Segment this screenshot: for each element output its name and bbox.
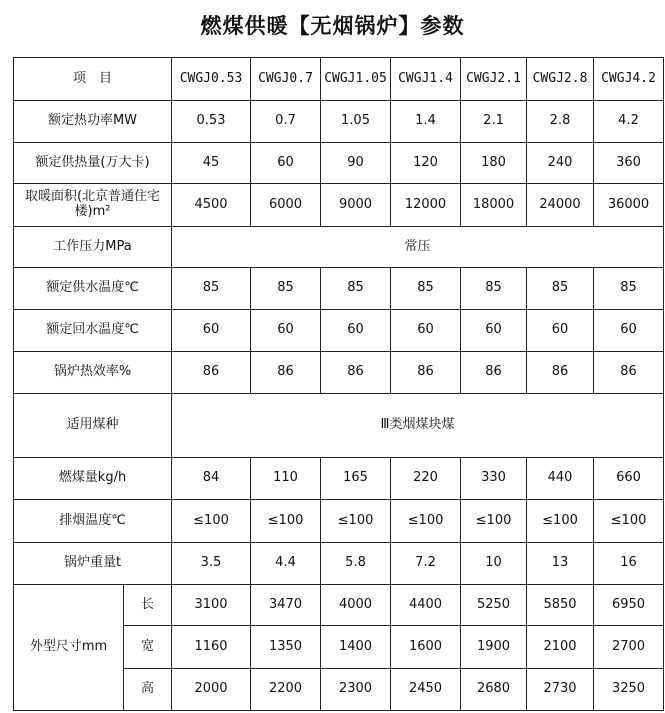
page-title: 燃煤供暖【无烟锅炉】参数 — [200, 14, 465, 38]
row-label: 取暖面积(北京普通住宅楼)m² — [14, 184, 172, 227]
table-cell: 4400 — [391, 585, 461, 626]
table-cell: 165 — [321, 458, 391, 500]
table-cell: 3100 — [172, 585, 251, 626]
table-cell: 18000 — [461, 184, 527, 227]
header-item-label: 项 目 — [14, 58, 172, 101]
table-row — [14, 585, 664, 626]
row-label: 排烟温度℃ — [14, 500, 172, 543]
table-cell: ≤100 — [321, 500, 391, 543]
table-cell: 2300 — [321, 669, 391, 711]
table-cell: 86 — [594, 352, 664, 394]
table-cell: 2700 — [594, 626, 664, 669]
table-row — [14, 458, 664, 500]
table-row — [14, 394, 664, 458]
dimension-label: 外型尺寸mm — [14, 585, 124, 711]
table-cell: 12000 — [391, 184, 461, 227]
table-cell: 120 — [391, 143, 461, 184]
table-cell: 4.4 — [251, 543, 321, 585]
table-cell: 330 — [461, 458, 527, 500]
dimension-sub-label: 长 — [124, 585, 172, 626]
table-cell: 85 — [321, 268, 391, 310]
table-cell: 1350 — [251, 626, 321, 669]
table-cell: 85 — [391, 268, 461, 310]
row-label: 额定回水温度℃ — [14, 310, 172, 352]
table-cell: 60 — [251, 143, 321, 184]
table-cell: 36000 — [594, 184, 664, 227]
table-cell: 3250 — [594, 669, 664, 711]
table-row — [14, 543, 664, 585]
row-label: 额定热功率MW — [14, 101, 172, 143]
table-cell: 0.53 — [172, 101, 251, 143]
table-cell: 45 — [172, 143, 251, 184]
model-header: CWGJ0.7 — [251, 58, 321, 101]
table-cell: 2200 — [251, 669, 321, 711]
table-cell: 86 — [461, 352, 527, 394]
table-cell: 440 — [527, 458, 594, 500]
model-header: CWGJ4.2 — [594, 58, 664, 101]
table-cell: 60 — [251, 310, 321, 352]
table-cell: 86 — [321, 352, 391, 394]
header-row — [14, 58, 664, 101]
table-cell: 10 — [461, 543, 527, 585]
table-cell: 60 — [527, 310, 594, 352]
table-cell: ≤100 — [527, 500, 594, 543]
table-row — [14, 143, 664, 184]
table-cell: 2100 — [527, 626, 594, 669]
table-cell: 360 — [594, 143, 664, 184]
table-cell: 1160 — [172, 626, 251, 669]
table-cell: 9000 — [321, 184, 391, 227]
table-cell: 90 — [321, 143, 391, 184]
table-cell: 2450 — [391, 669, 461, 711]
table-row — [14, 500, 664, 543]
table-cell: 60 — [321, 310, 391, 352]
table-cell: 85 — [594, 268, 664, 310]
table-cell: 2.1 — [461, 101, 527, 143]
table-cell: ≤100 — [461, 500, 527, 543]
table-row — [14, 310, 664, 352]
table-cell: 86 — [172, 352, 251, 394]
table-cell: 3470 — [251, 585, 321, 626]
table-row — [14, 352, 664, 394]
table-cell: 1900 — [461, 626, 527, 669]
table-row — [14, 227, 664, 268]
model-header: CWGJ0.53 — [172, 58, 251, 101]
table-cell: 6000 — [251, 184, 321, 227]
merged-cell: Ⅲ类烟煤块煤 — [172, 394, 664, 458]
model-header: CWGJ1.05 — [321, 58, 391, 101]
model-header: CWGJ1.4 — [391, 58, 461, 101]
table-cell: 5250 — [461, 585, 527, 626]
table-cell: 86 — [391, 352, 461, 394]
table-cell: 220 — [391, 458, 461, 500]
table-cell: 4000 — [321, 585, 391, 626]
table-cell: 1.05 — [321, 101, 391, 143]
table-cell: 85 — [251, 268, 321, 310]
table-row — [14, 268, 664, 310]
boiler-spec-table — [13, 57, 664, 711]
table-cell: 240 — [527, 143, 594, 184]
dimension-sub-label: 高 — [124, 669, 172, 711]
table-cell: 60 — [461, 310, 527, 352]
table-cell: 5850 — [527, 585, 594, 626]
table-cell: 6950 — [594, 585, 664, 626]
table-cell: 4.2 — [594, 101, 664, 143]
table-cell: 84 — [172, 458, 251, 500]
table-cell: ≤100 — [391, 500, 461, 543]
table-cell: 2730 — [527, 669, 594, 711]
table-cell: 13 — [527, 543, 594, 585]
table-cell: 2680 — [461, 669, 527, 711]
table-cell: 5.8 — [321, 543, 391, 585]
table-cell: 85 — [172, 268, 251, 310]
table-cell: 60 — [594, 310, 664, 352]
row-label: 锅炉重量t — [14, 543, 172, 585]
table-cell: 2000 — [172, 669, 251, 711]
table-cell: ≤100 — [172, 500, 251, 543]
row-label: 锅炉热效率% — [14, 352, 172, 394]
table-row — [14, 101, 664, 143]
table-cell: 180 — [461, 143, 527, 184]
table-cell: ≤100 — [594, 500, 664, 543]
table-cell: 660 — [594, 458, 664, 500]
table-cell: 1.4 — [391, 101, 461, 143]
table-cell: 0.7 — [251, 101, 321, 143]
table-cell: 60 — [172, 310, 251, 352]
table-row — [14, 184, 664, 227]
table-cell: 86 — [251, 352, 321, 394]
table-cell: 1400 — [321, 626, 391, 669]
table-cell: 3.5 — [172, 543, 251, 585]
table-cell: ≤100 — [251, 500, 321, 543]
table-cell: 60 — [391, 310, 461, 352]
row-label: 工作压力MPa — [14, 227, 172, 268]
model-header: CWGJ2.8 — [527, 58, 594, 101]
table-cell: 7.2 — [391, 543, 461, 585]
table-cell: 85 — [527, 268, 594, 310]
table-cell: 16 — [594, 543, 664, 585]
table-cell: 85 — [461, 268, 527, 310]
table-cell: 110 — [251, 458, 321, 500]
row-label: 适用煤种 — [14, 394, 172, 458]
table-cell: 4500 — [172, 184, 251, 227]
row-label: 额定供水温度℃ — [14, 268, 172, 310]
row-label: 燃煤量kg/h — [14, 458, 172, 500]
dimension-sub-label: 宽 — [124, 626, 172, 669]
table-cell: 24000 — [527, 184, 594, 227]
table-cell: 2.8 — [527, 101, 594, 143]
model-header: CWGJ2.1 — [461, 58, 527, 101]
table-cell: 86 — [527, 352, 594, 394]
merged-cell: 常压 — [172, 227, 664, 268]
row-label: 额定供热量(万大卡) — [14, 143, 172, 184]
table-cell: 1600 — [391, 626, 461, 669]
